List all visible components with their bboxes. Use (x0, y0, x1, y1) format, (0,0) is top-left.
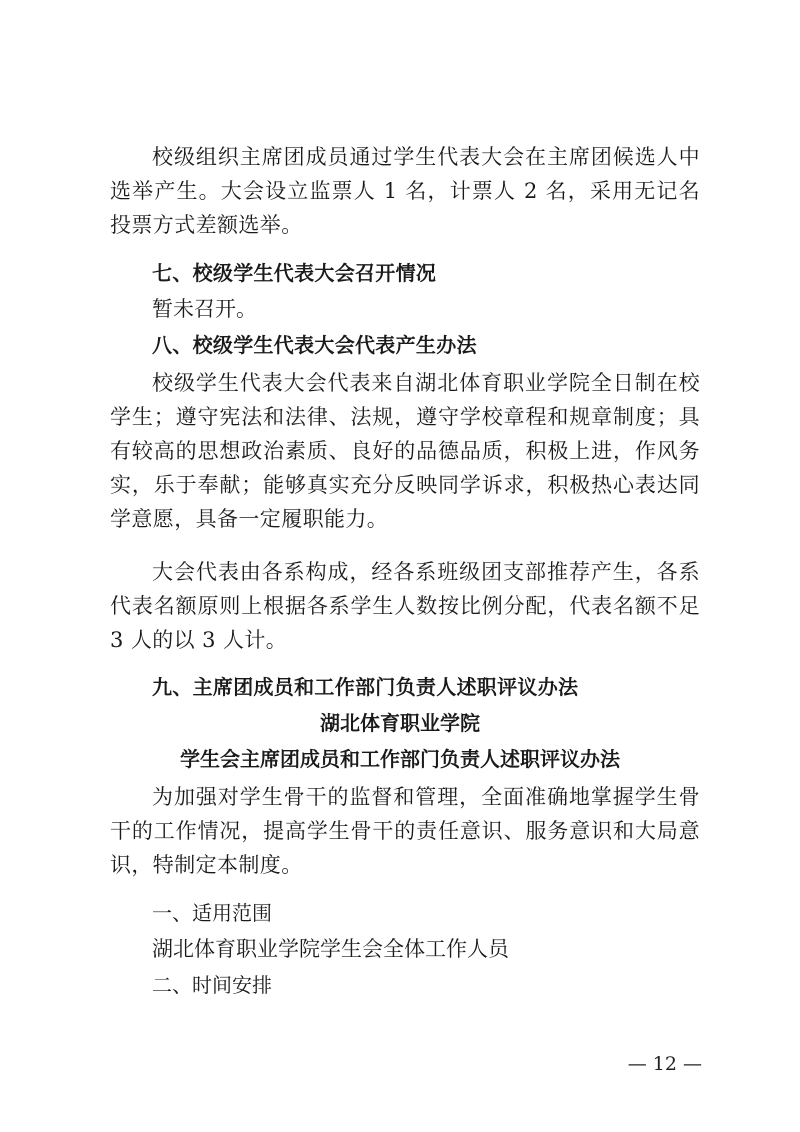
heading-section-7: 七、校级学生代表大会召开情况 (152, 261, 437, 285)
subheading-scope: 一、适用范围 (152, 901, 272, 925)
paragraph-not-held: 暂未召开。 (152, 297, 257, 321)
document-title-rules: 学生会主席团成员和工作部门负责人述职评议办法 (180, 747, 620, 771)
paragraph-purpose: 为加强对学生骨干的监督和管理，全面准确地掌握学生骨干的工作情况，提高学生骨干的责任意识、服务意识和大局意识，特制定本制度。 (110, 785, 700, 877)
paragraph-election: 校级组织主席团成员通过学生代表大会在主席团候选人中选举产生。大会设立监票人 1 名，计票人 2 名，采用无记名投票方式差额选举。 (110, 145, 700, 237)
paragraph-scope: 湖北体育职业学院学生会全体工作人员 (152, 937, 509, 961)
heading-section-9: 九、主席团成员和工作部门负责人述职评议办法 (152, 675, 579, 699)
paragraph-delegate-allocation: 大会代表由各系构成，经各系班级团支部推荐产生，各系代表名额原则上根据各系学生人数按比例分配，代表名额不足 3 人的以 3 人计。 (110, 560, 700, 652)
heading-section-8: 八、校级学生代表大会代表产生办法 (152, 333, 477, 357)
document-title-institution: 湖北体育职业学院 (320, 711, 480, 735)
subheading-schedule: 二、时间安排 (152, 973, 272, 997)
paragraph-delegate-qualifications: 校级学生代表大会代表来自湖北体育职业学院全日制在校学生；遵守宪法和法律、法规，遵守学校章程和规章制度；具有较高的思想政治素质、良好的品德品质，积极上进，作风务实，乐于奉献；能够真实充分反映同学诉求，积极热心表达同学意愿，具备一定履职能力。 (110, 371, 700, 531)
page-number: — 12 — (627, 1053, 702, 1075)
